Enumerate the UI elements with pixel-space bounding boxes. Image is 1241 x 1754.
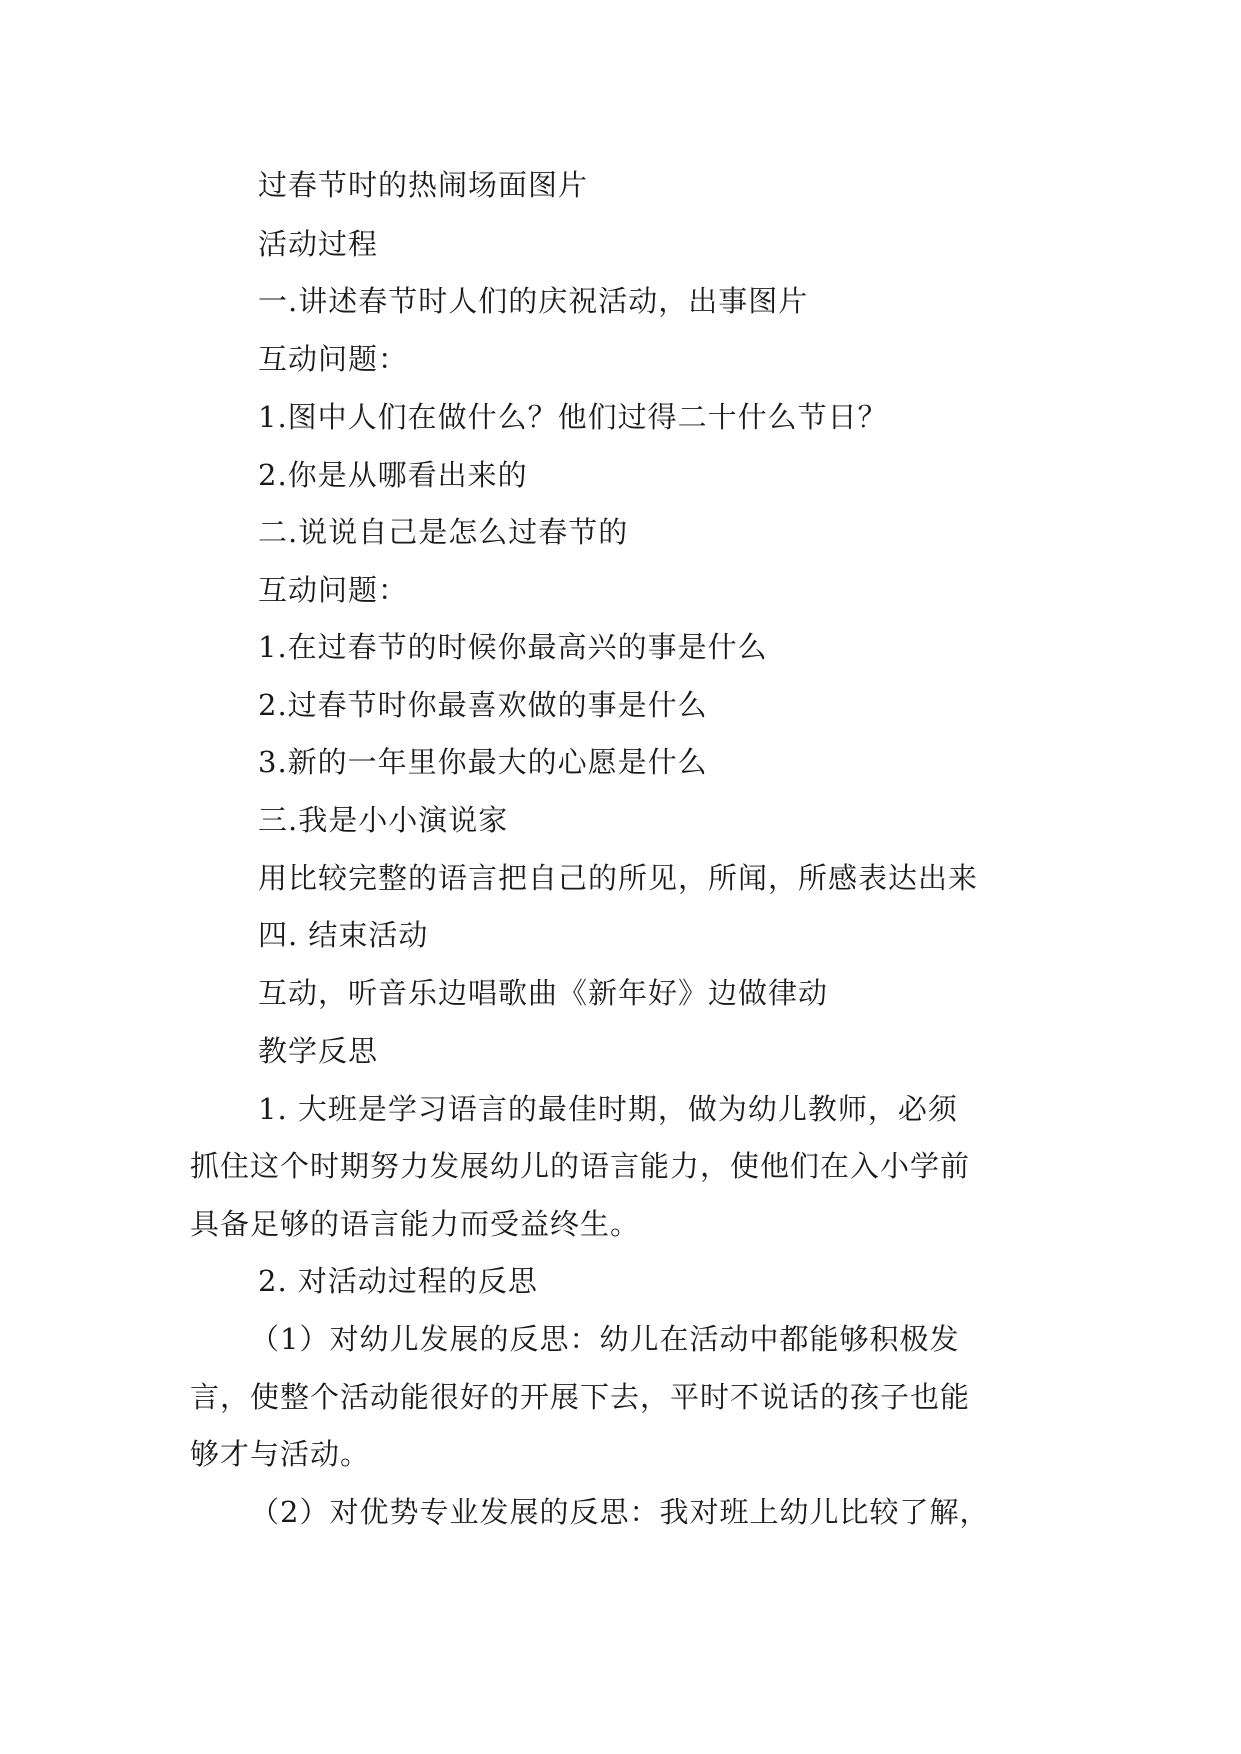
text-line: 互动问题： bbox=[258, 342, 409, 376]
text-line: 言，使整个活动能很好的开展下去，平时不说话的孩子也能 bbox=[190, 1380, 971, 1414]
text-line: 2.过春节时你最喜欢做的事是什么 bbox=[258, 688, 708, 722]
text-line: 1.图中人们在做什么？他们过得二十什么节日？ bbox=[258, 400, 888, 434]
text-line: 过春节时的热闹场面图片 bbox=[258, 168, 589, 202]
text-line: （1）对幼儿发展的反思：幼儿在活动中都能够积极发 bbox=[250, 1322, 960, 1356]
text-line: 三.我是小小演说家 bbox=[258, 803, 509, 837]
section-heading: 活动过程 bbox=[258, 227, 379, 261]
text-line: 1. 大班是学习语言的最佳时期，做为幼儿教师，必须 bbox=[258, 1092, 958, 1126]
text-line: 2.你是从哪看出来的 bbox=[258, 458, 528, 492]
text-line: 抓住这个时期努力发展幼儿的语言能力，使他们在入小学前 bbox=[190, 1149, 971, 1183]
text-line: 互动，听音乐边唱歌曲《新年好》边做律动 bbox=[258, 976, 829, 1010]
section-heading: 教学反思 bbox=[258, 1034, 379, 1068]
text-line: 二.说说自己是怎么过春节的 bbox=[258, 515, 629, 549]
text-line: 3.新的一年里你最大的心愿是什么 bbox=[258, 745, 708, 779]
text-line: 2. 对活动过程的反思 bbox=[258, 1264, 538, 1298]
text-line: 一.讲述春节时人们的庆祝活动，出事图片 bbox=[258, 284, 809, 318]
text-line: 1.在过春节的时候你最高兴的事是什么 bbox=[258, 630, 768, 664]
text-line: 互动问题： bbox=[258, 573, 409, 607]
text-line: 够才与活动。 bbox=[190, 1437, 371, 1471]
text-line: （2）对优势专业发展的反思：我对班上幼儿比较了解， bbox=[250, 1495, 990, 1529]
text-line: 四. 结束活动 bbox=[258, 918, 429, 952]
text-line: 用比较完整的语言把自己的所见，所闻，所感表达出来 bbox=[258, 861, 979, 895]
text-line: 具备足够的语言能力而受益终生。 bbox=[190, 1207, 641, 1241]
